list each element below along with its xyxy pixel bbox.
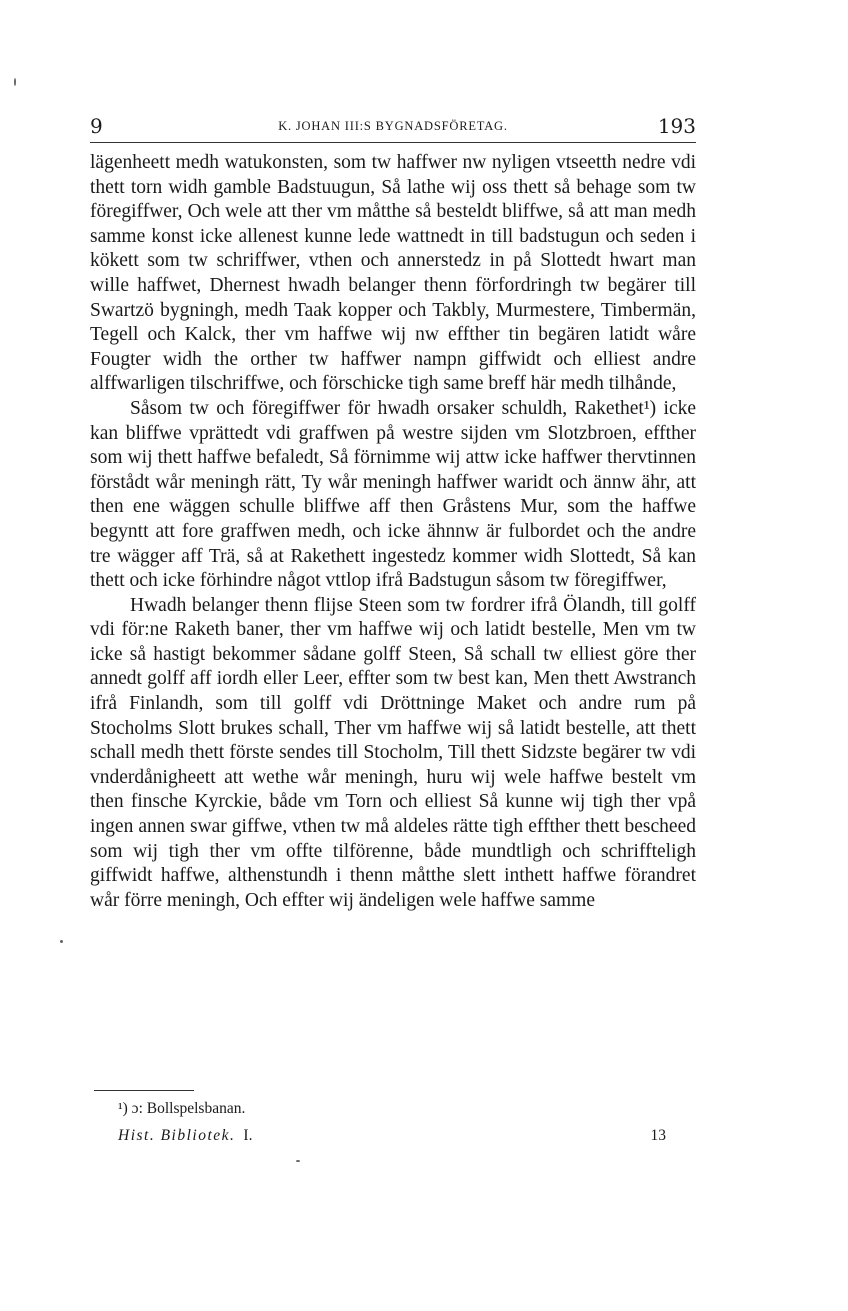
running-title: K. JOHAN III:S BYGNADSFÖRETAG. [278, 119, 508, 133]
paragraph-3: Hwadh belanger thenn flijse Steen som tw fordrer ifrå Ölandh, till golff vdi för:ne Raketh baner, ther vm haffwe wij och latidt bestelle, Men vm tw icke så hastigt bekommer sådane golff Steen, Så schall tw elliest göre ther annedt golff aff iordh eller Leer, effter som tw best kan, Men thett Awstranch ifrå Finlandh, som till golff vdi Dröttninge Maket och andre rum på Stocholms Slott brukes schall, Ther vm haffwe wij så latidt bestelle, att thett schall medh thett förste sendes till Stocholm, Till thett Sidzste begärer tw vdi vnderdånigheett att wethe wår meningh, huru wij wele haffwe bestelt vm then finsche Kyrckie, både vm Torn och elliest Så kunne wij tigh ther vpå ingen annen swar giffwe, vthen tw må aldeles rätte tigh effther thett bescheed som wij tigh ther vm offte tilförenne, både mundtligh och schriffteligh giffwidt haffwe, althenstundh i thenn måtthe slett inthett haffwe förandret wår förre meningh, Och effter wij ändeligen wele haffwe samme [90, 594, 696, 911]
scan-speck [14, 78, 16, 86]
header-left-number: 9 [90, 114, 103, 138]
footnote-rule [94, 1090, 194, 1091]
page-footer [118, 1127, 666, 1145]
footer-signature: Hist. Bibliotek. [118, 1127, 236, 1144]
header-rule [90, 142, 696, 143]
scan-speck [60, 940, 63, 943]
body-text [90, 151, 696, 913]
page-number: 193 [657, 114, 696, 138]
sheet-number: 13 [650, 1127, 666, 1144]
paragraph-1: lägenheett medh watukonsten, som tw haffwer nw nyligen vtseetth nedre vdi thett torn widh gamble Badstuugun, Så lathe wij oss thett så behage som tw föregiffwer, Och wele att ther vm måtthe så besteldt bliffwe, så att man medh samme konst icke allenest kunne lede wattnedt in till badstugun och seden i kökett som tw schriffwer, vthen och annerstedz in på Slottedt hwart man wille haffwet, Dhernest hwadh belanger thenn förfordringh tw begärer till Swartzö bygningh, medh Taak kopper och Takbly, Murmestere, Timbermän, Tegell och Kalck, ther vm haffwe wij nw effther tin begären latidt wåre Fougter widh the orther tw haffwer nampn giffwidt och elliest andre alffwarligen tilschriffwe, och förschicke tigh same breff här medh tilhånde, [90, 152, 696, 395]
footnote: ¹) ɔ: Bollspelsbanan. [118, 1100, 246, 1117]
page-header [90, 112, 696, 142]
scan-speck [296, 1160, 300, 1162]
paragraph-2: Såsom tw och föregiffwer för hwadh orsaker schuldh, Rakethet¹) icke kan bliffwe vprättedt vdi graffwen på westre sijden vm Slotzbroen, effther som wij thett haffwe befaledt, Så förnimme wij attw icke haffwer thervtinnen förstådt wår meningh rätt, Ty wår meningh haffwer waridt och ännw ähr, att then ene wäggen schulle bliffwe aff then Gråstens Mur, som the haffwe begyntt att fore graffwen medh, och icke ähnnw är fulbordet och the andre tre wägger aff Trä, så at Rakethett ingestedz kommer widh Slottedt, Så kan thett och icke förhindre något vttlop ifrå Badstugun såsom tw föregiffwer, [90, 397, 696, 592]
footer-volume: I. [243, 1127, 253, 1144]
